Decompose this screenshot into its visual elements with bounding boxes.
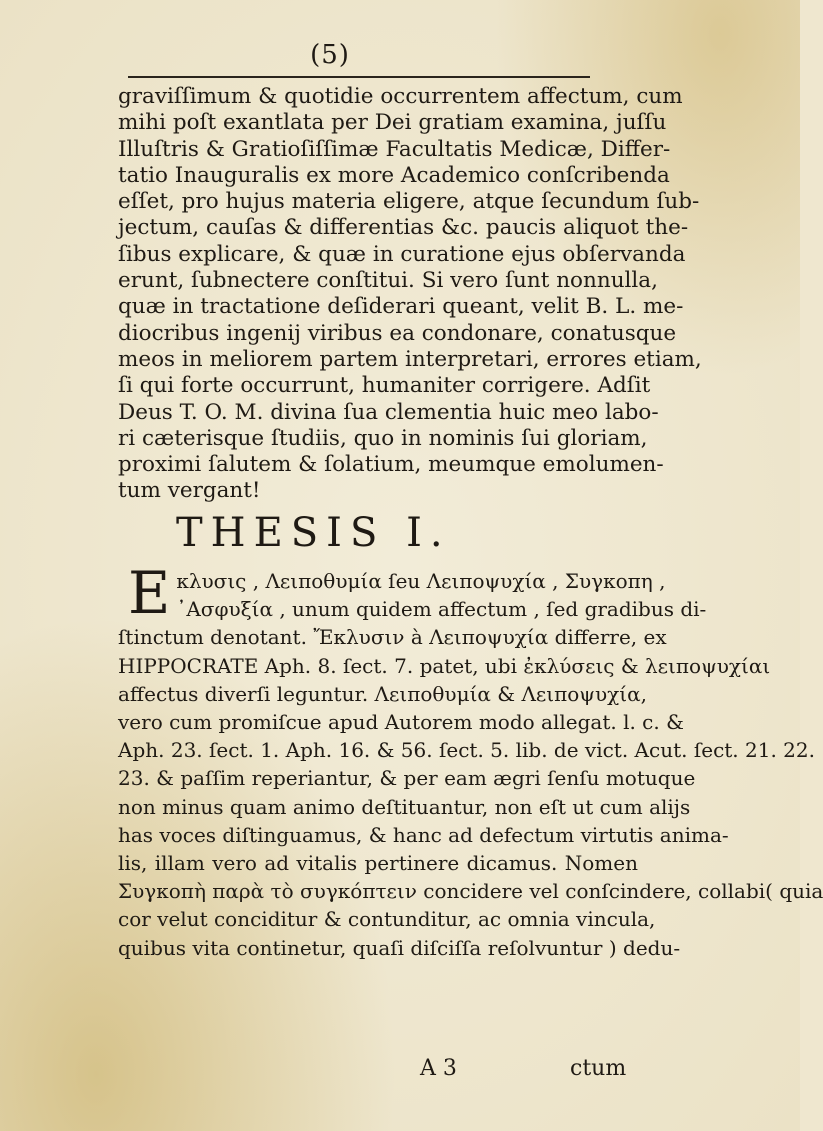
text-line: ſi qui forte occurrunt, humaniter corrigere. Adſit bbox=[118, 373, 651, 399]
text-line: meos in meliorem partem interpretari, errores etiam, bbox=[118, 346, 702, 372]
text-line: quæ in tractatione deſiderari queant, velit B. L. me- bbox=[118, 294, 684, 320]
text-line: proximi ſalutem & ſolatium, meumque emolumen- bbox=[118, 452, 664, 478]
text-line: 23. & paſſim reperiantur, & per eam ægri ſenſu motuque bbox=[118, 766, 696, 791]
thesis-heading: THESIS I. bbox=[176, 510, 451, 556]
text-line: quibus vita continetur, quaſi diſciſſa reſolvuntur ) dedu- bbox=[118, 935, 681, 960]
text-line: jectum, cauſas & differentias &c. paucis aliquot the- bbox=[118, 215, 689, 241]
signature-mark: A 3 bbox=[420, 1056, 457, 1081]
text-line: Deus T. O. M. divina ſua clementia huic meo labo- bbox=[118, 399, 659, 425]
text-line: affectus diverſi leguntur. Λειποθυμία & Λειποψυχία, bbox=[118, 681, 647, 706]
text-line: Συγκοπὴ παρὰ τὸ συγκόπτειν concidere vel conſcindere, collabi( quia bbox=[118, 879, 823, 904]
text-line: vero cum promiſcue apud Autorem modo allegat. l. c. & bbox=[118, 710, 684, 735]
text-line: eſſet, pro hujus materia eligere, atque ſecundum ſub- bbox=[118, 189, 700, 215]
text-line: ſtinctum denotant. Ἔκλυσιν à Λειποψυχία differre, ex bbox=[118, 625, 667, 650]
text-line: lis, illam vero ad vitalis pertinere dicamus. Nomen bbox=[118, 851, 638, 876]
text-line: tatio Inauguralis ex more Academico conſcribenda bbox=[118, 162, 670, 188]
thesis-paragraph bbox=[118, 559, 823, 962]
text-line: Illuſtris & Gratioſiſſimæ Facultatis Medicæ, Differ- bbox=[118, 136, 671, 162]
text-line: HIPPOCRATE Aph. 8. ſect. 7. patet, ubi ἐκλύσεις & λειποψυχίαι bbox=[118, 653, 771, 678]
text-line: erunt, ſubnectere conſtitui. Si vero ſunt nonnulla, bbox=[118, 268, 658, 294]
text-line: tum vergant! bbox=[118, 478, 261, 504]
text-line: ri cæterisque ſtudiis, quo in nominis ſui gloriam, bbox=[118, 425, 648, 451]
page-number: (5) bbox=[310, 40, 350, 70]
text-line: mihi poſt exantlata per Dei gratiam examina, juſſu bbox=[118, 110, 667, 136]
text-line: ᾿Ασφυξία , unum quidem affectum , ſed gradibus di- bbox=[176, 597, 707, 622]
drop-cap: E bbox=[128, 559, 171, 627]
text-line: diocribus ingenij viribus ea condonare, conatusque bbox=[118, 320, 677, 346]
text-line: cor velut conciditur & contunditur, ac omnia vincula, bbox=[118, 907, 656, 932]
catchword: ctum bbox=[570, 1056, 627, 1081]
text-line: Aph. 23. ſect. 1. Aph. 16. & 56. ſect. 5. lib. de vict. Acut. ſect. 21. 22. bbox=[118, 738, 815, 763]
body-paragraph bbox=[118, 84, 702, 505]
header-rule bbox=[128, 76, 590, 78]
text-line: has voces diſtinguamus, & hanc ad defectum virtutis anima- bbox=[118, 822, 729, 847]
text-line: ſibus explicare, & quæ in curatione ejus obſervanda bbox=[118, 241, 686, 267]
text-line: non minus quam animo deſtituantur, non eſt ut cum alijs bbox=[118, 794, 691, 819]
text-line: graviſſimum & quotidie occurrentem affectum, cum bbox=[118, 84, 683, 109]
text-line: κλυσις , Λειποθυμία ſeu Λειποψυχία , Συγκοπη , bbox=[176, 569, 666, 593]
